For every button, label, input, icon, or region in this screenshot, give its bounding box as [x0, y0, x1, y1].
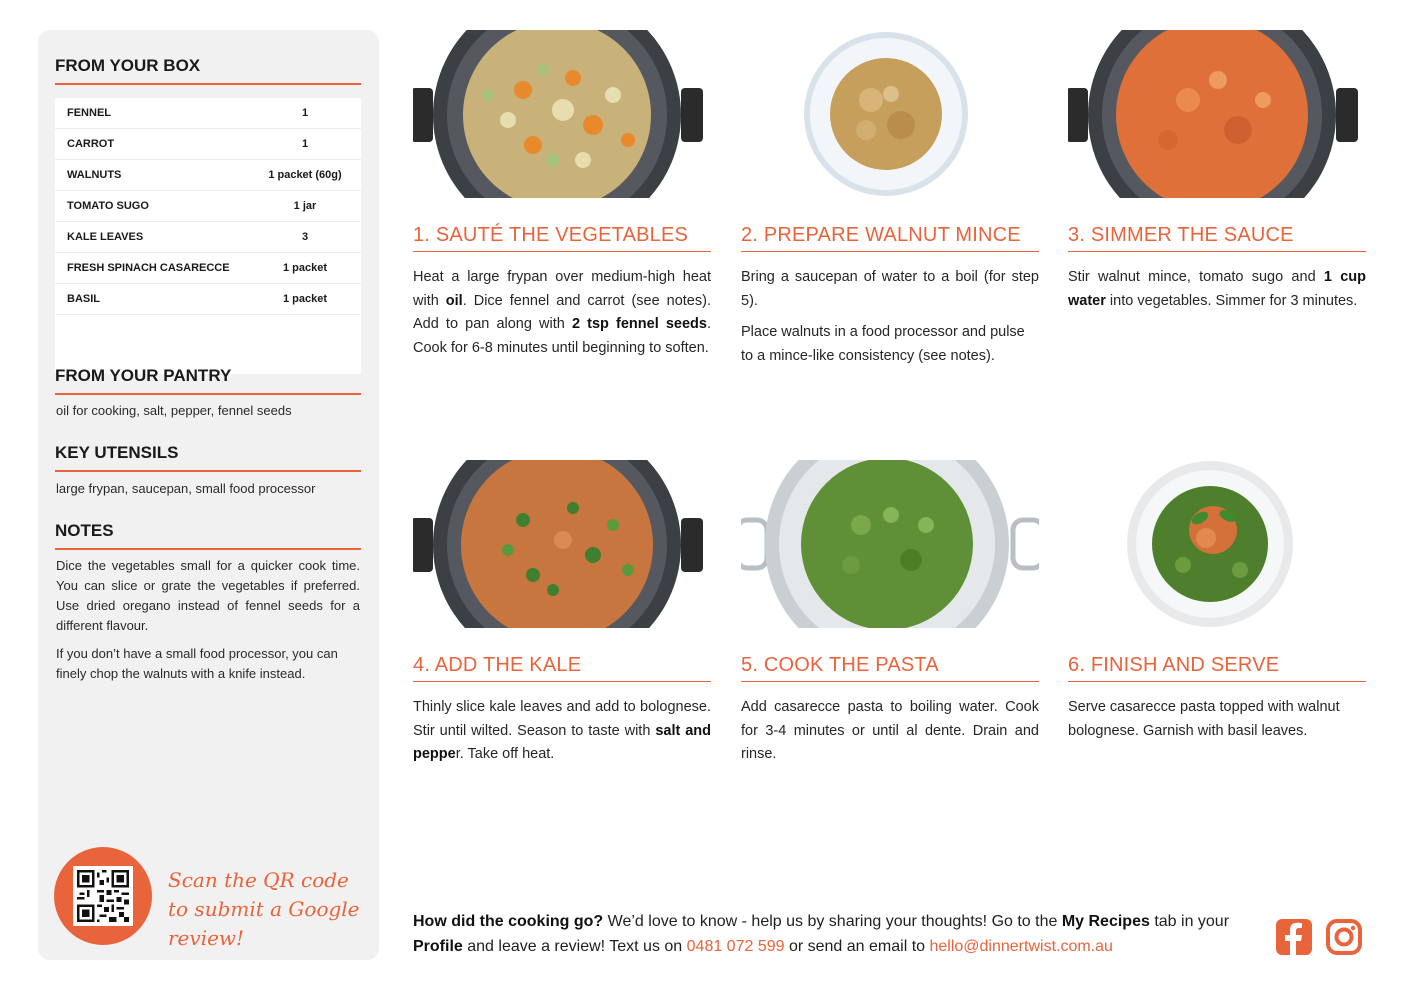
- table-row: [55, 160, 361, 191]
- ingredient-name: FRESH SPINACH CASARECCE: [67, 262, 230, 274]
- ingredient-name: FENNEL: [67, 107, 111, 119]
- table-row: [55, 98, 361, 129]
- ingredient-qty: 1 packet (60g): [268, 169, 342, 181]
- step-text-segment: r. Take off heat.: [455, 746, 555, 762]
- ingredient-qty: 1: [301, 107, 309, 119]
- ingredient-qty: 1 packet: [282, 293, 328, 305]
- notes-paragraph-2: If you don’t have a small food processor, you can finely chop the walnuts with a knife instead.: [56, 646, 338, 681]
- step-5-text: [741, 696, 1039, 767]
- step-text-bold: 2 tsp fennel seeds: [571, 316, 707, 332]
- step-6-text: [1068, 696, 1366, 743]
- step-2-photo: [741, 30, 1039, 198]
- step-text-segment: Stir walnut mince, tomato sugo and: [1068, 269, 1324, 285]
- qr-review-prompt: Scan the QR code to submit a Google review!: [168, 868, 360, 950]
- footer-text: or send an email to: [784, 938, 930, 955]
- step-2-paragraph-1: Bring a saucepan of water to a boil (for step 5).: [741, 269, 1039, 309]
- ingredients-sidebar: [38, 30, 379, 960]
- footer-bold-text: How did the cooking go?: [413, 913, 604, 930]
- step-3-title: 3. SIMMER THE SAUCE: [1068, 224, 1366, 252]
- step-text-segment: . Dice fennel and carrot (see notes). Add to pan along with: [413, 292, 711, 332]
- facebook-icon[interactable]: [1275, 918, 1313, 956]
- ingredient-name: KALE LEAVES: [67, 231, 144, 243]
- ingredient-qty: 3: [301, 231, 309, 243]
- pantry-text: oil for cooking, salt, pepper, fennel seeds: [56, 403, 292, 418]
- ingredient-qty: 1 jar: [293, 200, 317, 212]
- step-1-title: 1. SAUTÉ THE VEGETABLES: [413, 224, 711, 252]
- instagram-icon[interactable]: [1325, 918, 1363, 956]
- ingredient-qty: 1 packet: [282, 262, 328, 274]
- step-4-title: 4. ADD THE KALE: [413, 654, 711, 682]
- step-5-photo: [741, 460, 1039, 628]
- step-text-segment: into vegetables. Simmer for 3 minutes.: [1105, 292, 1358, 309]
- ingredients-table: [55, 98, 361, 374]
- step-text-segment: Thinly slice kale leaves and add to bolognese. Stir until wilted. Season to taste with: [413, 699, 711, 739]
- step-2-text: [741, 266, 1039, 368]
- footer-text: We’d love to know - help us by sharing your thoughts! Go to the: [603, 913, 1062, 930]
- review-footer: [413, 909, 1263, 959]
- step-1-text: [413, 266, 711, 360]
- step-3-photo: [1068, 30, 1366, 198]
- step-2-paragraph-2: Place walnuts in a food processor and pulse to a mince-like consistency (see notes).: [741, 324, 1025, 364]
- notes-paragraph-1: Dice the vegetables small for a quicker cook time. You can slice or grate the vegetables if preferred. Use dried oregano instead of fennel seeds for a different flavour.: [56, 558, 360, 633]
- step-4-photo: [413, 460, 711, 628]
- footer-text: and leave a review! Text us on: [462, 938, 687, 955]
- step-text-bold: 1 cup water: [1068, 269, 1366, 309]
- phone-number-link[interactable]: 0481 072 599: [686, 938, 785, 955]
- footer-bold-text: Profile: [413, 938, 463, 955]
- ingredient-name: WALNUTS: [67, 169, 122, 181]
- step-text-segment: . Cook for 6-8 minutes until beginning to soften.: [413, 316, 711, 356]
- step-text-bold: salt and peppe: [413, 722, 711, 762]
- step-6-photo: [1068, 460, 1366, 628]
- table-row: [55, 191, 361, 222]
- step-3-text: [1068, 266, 1366, 313]
- table-row: [55, 284, 361, 315]
- qr-code[interactable]: [73, 866, 133, 926]
- from-your-box-heading: FROM YOUR BOX: [55, 56, 361, 85]
- step-5-title: 5. COOK THE PASTA: [741, 654, 1039, 682]
- qr-code-badge[interactable]: [54, 847, 152, 945]
- footer-bold-text: My Recipes: [1061, 913, 1150, 930]
- ingredient-name: TOMATO SUGO: [67, 200, 149, 212]
- step-2-title: 2. PREPARE WALNUT MINCE: [741, 224, 1039, 252]
- ingredient-qty: 1: [301, 138, 309, 150]
- step-4-text: [413, 696, 711, 767]
- email-link[interactable]: hello@dinnertwist.com.au: [929, 938, 1113, 955]
- notes-heading: NOTES: [55, 521, 361, 550]
- step-1-photo: [413, 30, 711, 198]
- utensils-text: large frypan, saucepan, small food processor: [56, 481, 316, 496]
- step-text-segment: Serve casarecce pasta topped with walnut bolognese. Garnish with basil leaves.: [1068, 699, 1340, 739]
- table-row: [55, 129, 361, 160]
- step-6-title: 6. FINISH AND SERVE: [1068, 654, 1366, 682]
- table-row: [55, 222, 361, 253]
- step-text-segment: Heat a large frypan over medium-high heat with: [413, 269, 711, 309]
- step-text-segment: Add casarecce pasta to boiling water. Cook for 3-4 minutes or until al dente. Drain and rinse.: [741, 699, 1039, 762]
- from-your-pantry-heading: FROM YOUR PANTRY: [55, 366, 361, 395]
- key-utensils-heading: KEY UTENSILS: [55, 443, 361, 472]
- table-row: [55, 253, 361, 284]
- ingredient-name: CARROT: [67, 138, 115, 150]
- step-text-bold: oil: [445, 292, 463, 309]
- footer-text: tab in your: [1149, 913, 1230, 930]
- ingredient-name: BASIL: [67, 293, 100, 305]
